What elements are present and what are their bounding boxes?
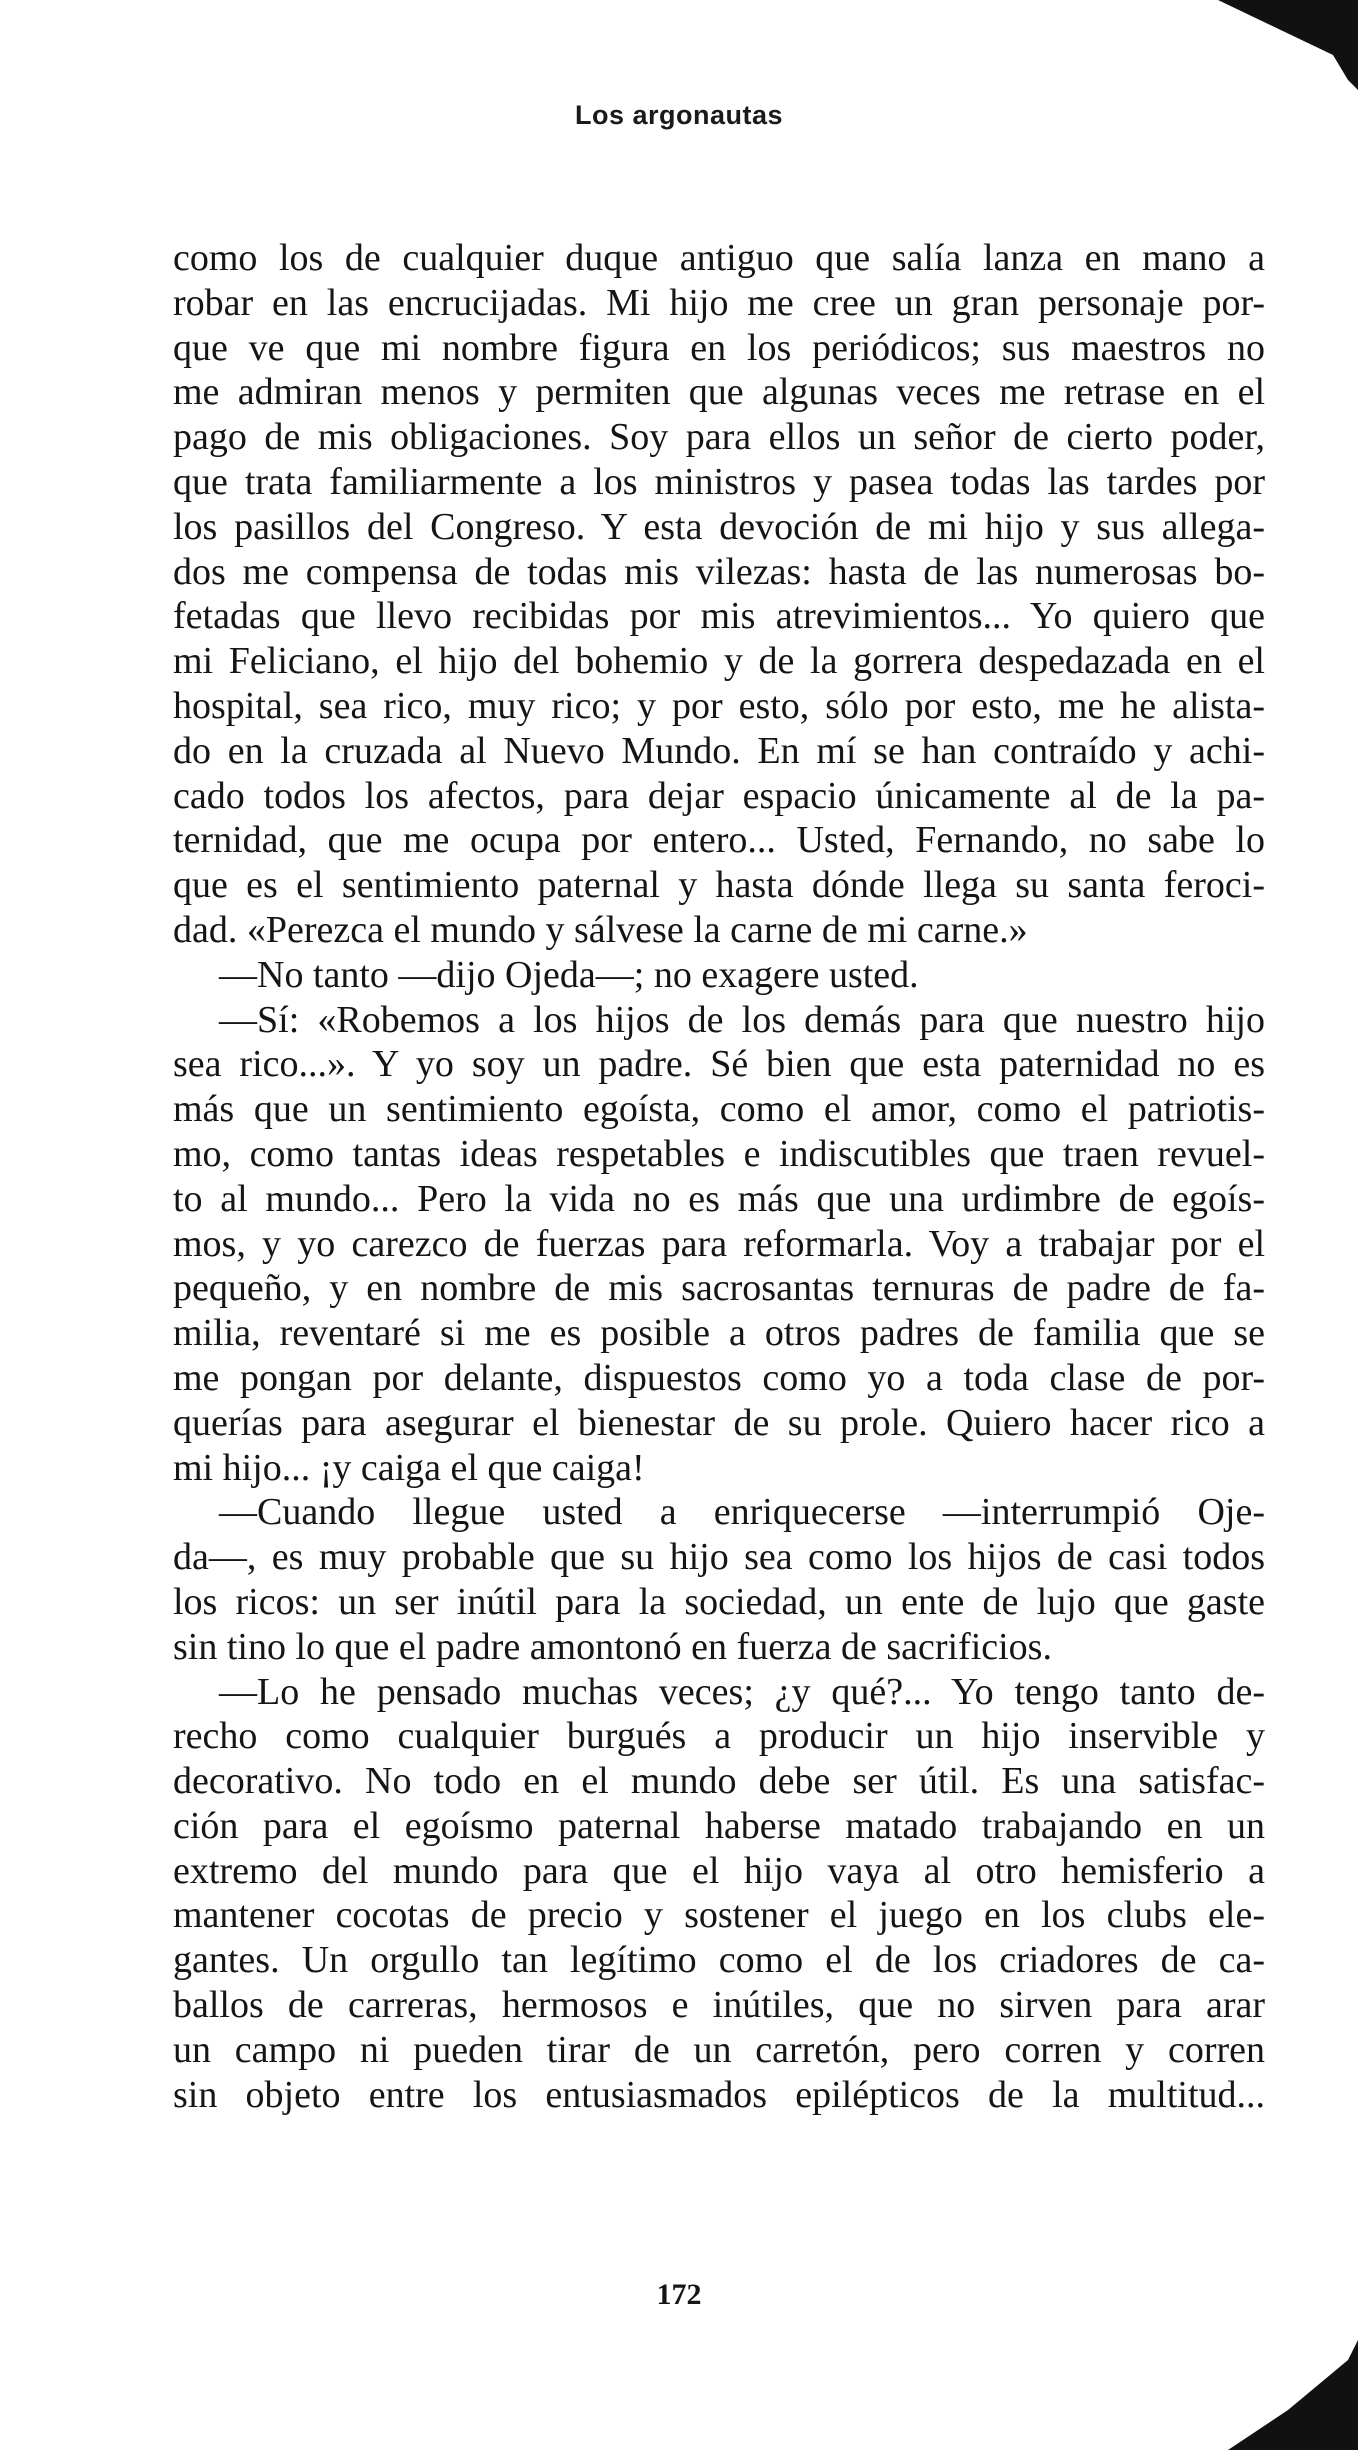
text-line: gantes. Un orgullo tan legítimo como el de los criadores de ca- [173, 1939, 1265, 1982]
text-line: mo, como tantas ideas respetables e indiscutibles que traen revuel- [173, 1132, 1265, 1175]
text-line: que ve que mi nombre figura en los periódicos; sus maestros no [173, 326, 1265, 369]
text-line: querías para asegurar el bienestar de su prole. Quiero hacer rico a [173, 1401, 1265, 1444]
running-head-title: Los argonautas [574, 100, 784, 130]
text-line: ción para el egoísmo paternal haberse matado trabajando en un [173, 1804, 1265, 1847]
text-line: da—, es muy probable que su hijo sea como los hijos de casi todos [173, 1536, 1265, 1579]
text-line: recho como cualquier burgués a producir un hijo inservible y [173, 1715, 1265, 1758]
text-line: dos me compensa de todas mis vilezas: hasta de las numerosas bo- [173, 550, 1265, 593]
corner-binding-mark [1228, 2330, 1358, 2450]
text-line: que es el sentimiento paternal y hasta dónde llega su santa feroci- [173, 864, 1265, 907]
text-line: pequeño, y en nombre de mis sacrosantas ternuras de padre de fa- [173, 1267, 1265, 1310]
text-line: dad. «Perezca el mundo y sálvese la carne de mi carne.» [173, 908, 1028, 951]
text-line: —Sí: «Robemos a los hijos de los demás para que nuestro hijo [219, 998, 1265, 1041]
text-line: milia, reventaré si me es posible a otros padres de familia que se [173, 1312, 1265, 1355]
text-line: decorativo. No todo en el mundo debe ser útil. Es una satisfac- [173, 1760, 1265, 1803]
text-line: me pongan por delante, dispuestos como yo a toda clase de por- [173, 1356, 1265, 1399]
text-line: los pasillos del Congreso. Y esta devoción de mi hijo y sus allega- [173, 505, 1265, 548]
text-line: más que un sentimiento egoísta, como el amor, como el patriotis- [173, 1088, 1265, 1131]
text-line: —No tanto —dijo Ojeda—; no exagere usted. [219, 953, 919, 996]
text-line: los ricos: un ser inútil para la sociedad, un ente de lujo que gaste [173, 1580, 1265, 1623]
text-line: robar en las encrucijadas. Mi hijo me cree un gran personaje por- [173, 281, 1265, 324]
text-line: sea rico...». Y yo soy un padre. Sé bien que esta paternidad no es [173, 1043, 1265, 1086]
body-text [173, 236, 1265, 2117]
text-line: un campo ni pueden tirar de un carretón, pero corren y corren [173, 2028, 1265, 2071]
text-line: cado todos los afectos, para dejar espacio únicamente al de la pa- [173, 774, 1265, 817]
text-line: que trata familiarmente a los ministros y pasea todas las tardes por [173, 460, 1265, 503]
text-line: mantener cocotas de precio y sostener el juego en los clubs ele- [173, 1894, 1265, 1937]
text-line: —Lo he pensado muchas veces; ¿y qué?... Yo tengo tanto de- [219, 1670, 1265, 1713]
text-line: mos, y yo carezco de fuerzas para reformarla. Voy a trabajar por el [173, 1222, 1265, 1265]
text-line: —Cuando llegue usted a enriquecerse —interrumpió Oje- [219, 1491, 1265, 1534]
text-line: mi Feliciano, el hijo del bohemio y de la gorrera despedazada en el [173, 640, 1265, 683]
text-line: extremo del mundo para que el hijo vaya al otro hemisferio a [173, 1849, 1265, 1892]
text-line: como los de cualquier duque antiguo que salía lanza en mano a [173, 237, 1265, 279]
text-line: me admiran menos y permiten que algunas veces me retrase en el [173, 371, 1265, 414]
text-line: hospital, sea rico, muy rico; y por esto, sólo por esto, me he alista- [173, 684, 1265, 727]
text-line: sin tino lo que el padre amontonó en fuerza de sacrificios. [173, 1625, 1052, 1668]
text-line: fetadas que llevo recibidas por mis atrevimientos... Yo quiero que [173, 595, 1265, 638]
text-line: to al mundo... Pero la vida no es más que una urdimbre de egoís- [173, 1177, 1265, 1220]
corner-binding-mark [1158, 0, 1358, 90]
page-number: 172 [656, 2278, 702, 2311]
text-line: do en la cruzada al Nuevo Mundo. En mí se han contraído y achi- [173, 729, 1265, 772]
text-line: mi hijo... ¡y caiga el que caiga! [173, 1446, 645, 1489]
text-line: ballos de carreras, hermosos e inútiles, que no sirven para arar [173, 1984, 1265, 2027]
text-line: pago de mis obligaciones. Soy para ellos un señor de cierto poder, [173, 416, 1265, 459]
text-line: ternidad, que me ocupa por entero... Usted, Fernando, no sabe lo [173, 819, 1265, 862]
text-line: sin objeto entre los entusiasmados epilépticos de la multitud... [173, 2073, 1265, 2116]
